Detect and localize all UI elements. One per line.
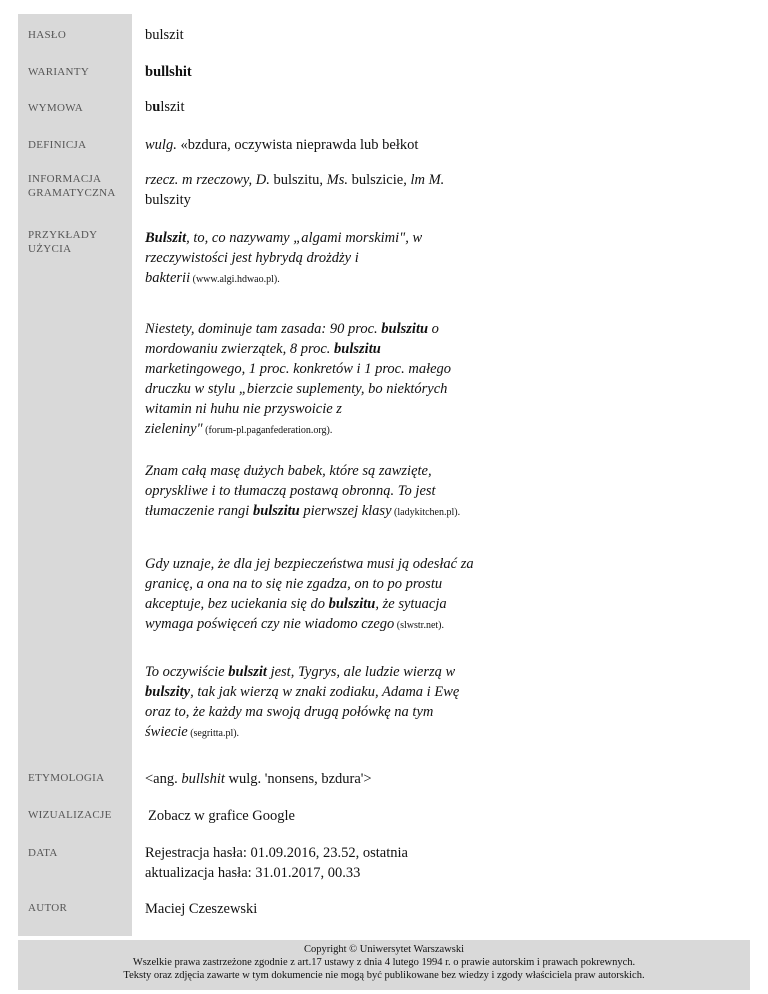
label-warianty: WARIANTY <box>28 66 90 78</box>
example-5: To oczywiście bulszit jest, Tygrys, ale ludzie wierzą w bulszity, tak jak wierzą w znaki zodiaku, Adama i Ewę oraz to, że każdy ma swoją drugą połówkę na tym świecie (segritta.pl). <box>145 664 460 740</box>
label-przyklady-uzycia: PRZYKŁADY UŻYCIA <box>28 229 98 255</box>
value-warianty: bullshit <box>145 64 192 80</box>
example-3: Znam całą masę dużych babek, które są zawzięte, opryskliwe i to tłumaczą postawą obronną. To jest tłumaczenie rangi bulszitu pierwszej klasy (ladykitchen.pl). <box>145 463 461 519</box>
label-etymologia: ETYMOLOGIA <box>28 772 105 784</box>
label-column <box>18 14 132 936</box>
value-haslo: bulszit <box>145 27 184 43</box>
value-informacja-gramatyczna: rzecz. m rzeczowy, D. bulszitu, Ms. bulszicie, lm M. bulszity <box>145 172 445 208</box>
label-haslo: HASŁO <box>28 29 67 41</box>
value-definicja: wulg. «bzdura, oczywista nieprawda lub bełkot <box>145 137 419 153</box>
label-data: DATA <box>28 847 58 859</box>
example-4: Gdy uznaje, że dla jej bezpieczeństwa musi ją odesłać za granicę, a ona na to się nie zgadza, on to po prostu akceptuje, bez uciekania się do bulszitu, że sytuacja wymaga poświęceń czy nie wiadomo czego (slwstr.net). <box>145 556 474 632</box>
value-wymowa: bulszit <box>145 99 185 115</box>
value-data: Rejestracja hasła: 01.09.2016, 23.52, ostatnia aktualizacja hasła: 31.01.2017, 00.33 <box>145 845 408 881</box>
footer-line-3: Teksty oraz zdjęcia zawarte w tym dokumencie nie mogą być publikowane bez wiedzy i zgody właściciela praw autorskich. <box>123 970 645 981</box>
value-etymologia: <ang. bullshit wulg. 'nonsens, bzdura'> <box>145 771 372 787</box>
example-2: Niestety, dominuje tam zasada: 90 proc. bulszitu o mordowaniu zwierzątek, 8 proc. bulszitu marketingowego, 1 proc. konkretów i 1 proc. małego druczku w stylu „bierzcie suplementy, bo niektórych witamin ni huhu nie przyswoicie z zieleniny" (forum-pl.paganfederation.org). <box>145 321 452 437</box>
label-wizualizacje: WIZUALIZACJE <box>28 809 112 821</box>
copyright-footer <box>18 940 750 990</box>
label-definicja: DEFINICJA <box>28 139 87 151</box>
example-1: Bulszit, to, co nazywamy „algami morskimi", w rzeczywistości jest hybrydą drożdży i bakterii (www.algi.hdwao.pl). <box>145 230 423 286</box>
label-autor: AUTOR <box>28 902 68 914</box>
label-informacja-gramatyczna: INFORMACJA GRAMATYCZNA <box>28 173 116 199</box>
footer-line-1: Copyright © Uniwersytet Warszawski <box>303 944 465 955</box>
value-autor: Maciej Czeszewski <box>145 901 258 917</box>
label-wymowa: WYMOWA <box>28 102 83 114</box>
footer-line-2: Wszelkie prawa zastrzeżone zgodnie z art.17 ustawy z dnia 4 lutego 1994 r. o prawie autorskim i prawach pokrewnych. <box>132 957 636 968</box>
google-images-link[interactable]: Zobacz w grafice Google <box>148 808 295 824</box>
